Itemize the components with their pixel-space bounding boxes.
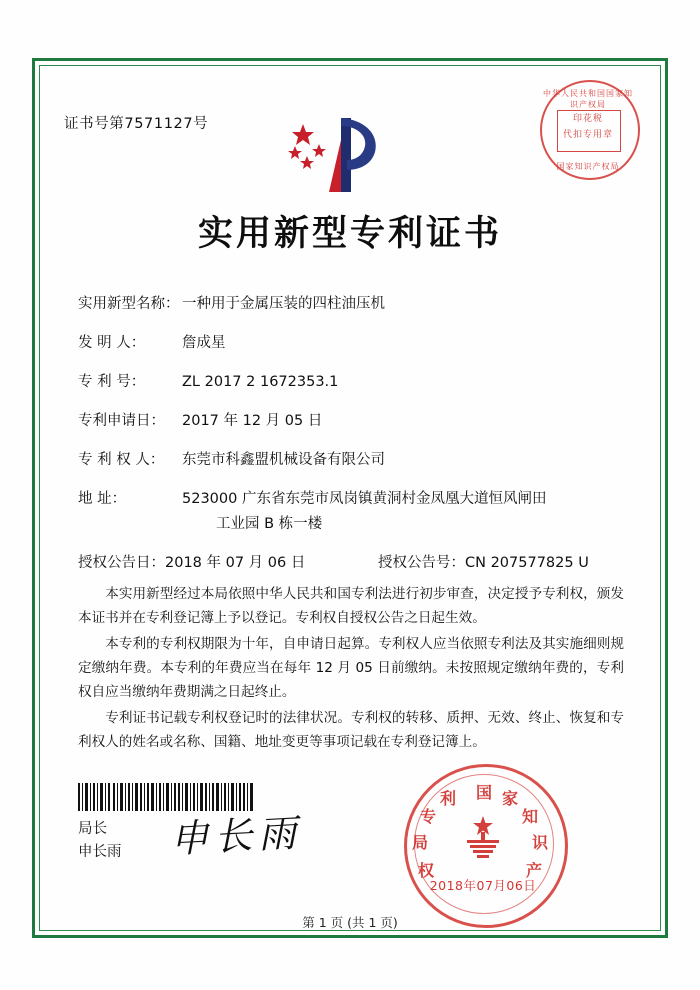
announcement-number-value: CN 207577825 U (465, 555, 589, 571)
field-value: ZL 2017 2 1672353.1 (182, 374, 339, 390)
field-row-patentee (78, 450, 623, 471)
seal-char-2: 知 (522, 807, 539, 826)
field-value: 一种用于金属压装的四柱油压机 (182, 296, 385, 312)
address-line-1: 523000 广东省东莞市凤岗镇黄洞村金凤凰大道恒风闸田 (182, 491, 547, 507)
field-row-address (78, 489, 623, 535)
director-title: 局长 (78, 821, 107, 837)
field-label: 专 利 权 人： (78, 452, 165, 468)
seal-date: 2018年07月06日 (429, 878, 537, 893)
field-label: 发 明 人： (78, 335, 146, 351)
field-row-application-date (78, 411, 623, 432)
handwritten-signature: 申长雨 (169, 810, 304, 862)
tax-stamp-line-1: 印花税 (572, 114, 603, 124)
field-label: 专 利 号： (78, 374, 146, 390)
page-title: 实用新型专利证书 (197, 214, 502, 254)
national-emblem-icon (453, 810, 513, 870)
field-value: 2017 年 12 月 05 日 (182, 413, 323, 429)
field-row-utility-model-name (78, 294, 623, 315)
seal-char-6: 局 (412, 833, 429, 852)
director-name: 申长雨 (78, 844, 122, 860)
seal-char-3: 识 (532, 833, 549, 852)
tax-stamp-arc-top: 中华人民共和国国家知识产权局 (543, 89, 633, 109)
certificate-fields (78, 294, 623, 590)
seal-char-4: 产 (526, 861, 543, 880)
field-value-address (182, 489, 623, 535)
field-label: 实用新型名称： (78, 296, 180, 312)
tax-stamp-line-2: 代扣专用章 (562, 130, 613, 140)
seal-char-1: 家 (502, 789, 519, 808)
legal-paragraph-3: 专利证书记载专利权登记时的法律状况。专利权的转移、质押、无效、终止、恢复和专利权人的姓名或名称、国籍、地址变更等事项记载在专利登记簿上。 (78, 710, 624, 750)
address-line-2: 工业园 B 栋一楼 (216, 516, 323, 532)
legal-paragraph-1: 本实用新型经过本局依照中华人民共和国专利法进行初步审查，决定授予专利权，颁发本证书并在专利登记簿上予以登记。专利权自授权公告之日起生效。 (78, 586, 624, 626)
field-row-inventor (78, 333, 623, 354)
field-label: 地 址： (78, 491, 127, 507)
legal-text (78, 582, 624, 756)
announcement-date (78, 553, 378, 574)
official-seal (404, 764, 566, 926)
director-block (78, 818, 122, 864)
tax-stamp-arc-bottom: 国家知识产权局 (556, 162, 620, 171)
grant-announcement-row (78, 553, 623, 574)
certificate-number: 证书号第7571127号 (64, 116, 209, 132)
seal-char-8: 利 (440, 789, 457, 808)
announcement-date-label: 授权公告日： (78, 555, 165, 571)
announcement-number-label: 授权公告号： (378, 555, 465, 571)
seal-char-7: 专 (420, 807, 437, 826)
announcement-date-value: 2018 年 07 月 06 日 (165, 555, 306, 571)
seal-char-0: 国 (476, 783, 493, 802)
page-footer: 第 1 页 (共 1 页) (302, 915, 398, 930)
seal-char-5: 权 (418, 861, 435, 880)
tax-stamp (540, 80, 638, 178)
field-row-patent-number (78, 372, 623, 393)
patent-office-logo (283, 112, 391, 198)
legal-paragraph-2: 本专利的专利权期限为十年，自申请日起算。专利权人应当依照专利法及其实施细则规定缴纳年费。本专利的年费应当在每年 12 月 05 日前缴纳。未按照规定缴纳年费的，专利权自应当缴纳年费期满之日起终止。 (78, 636, 624, 700)
field-value: 詹成星 (182, 335, 226, 351)
announcement-number (378, 553, 623, 574)
field-value: 东莞市科鑫盟机械设备有限公司 (182, 452, 385, 468)
field-label: 专利申请日： (78, 413, 165, 429)
